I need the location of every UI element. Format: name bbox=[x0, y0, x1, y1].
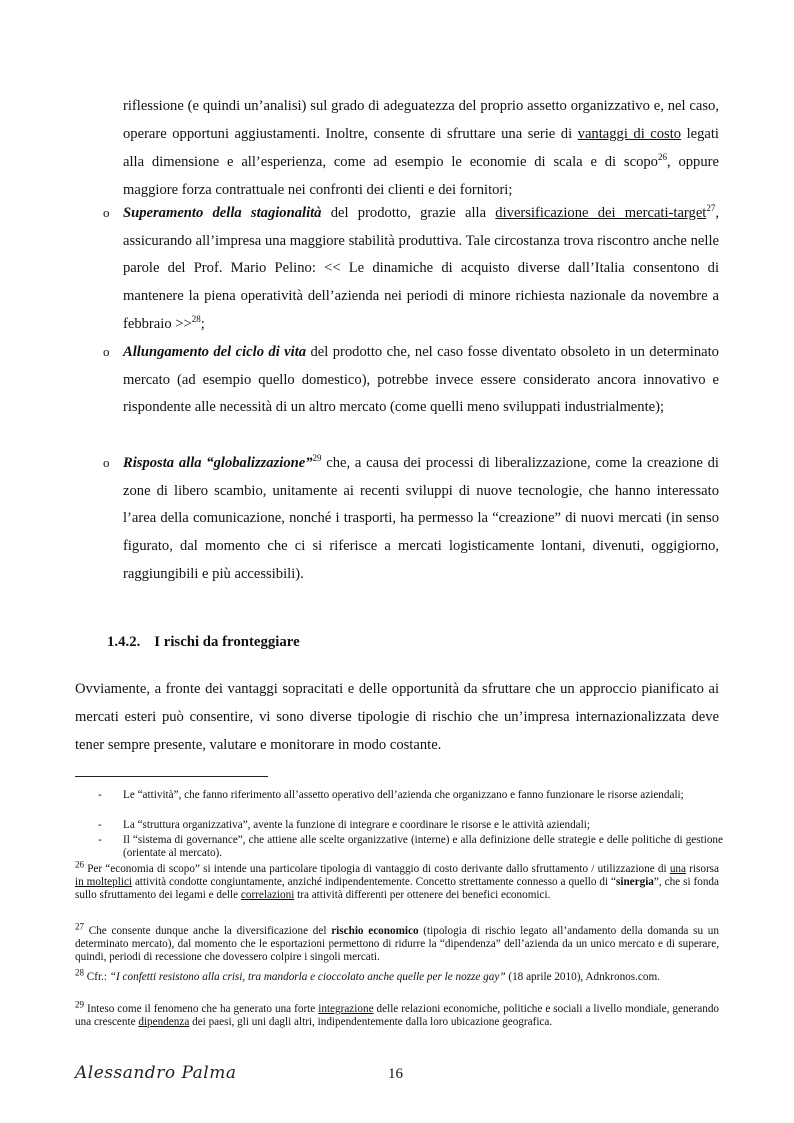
text-segment: riflessione (e quindi un’analisi) sul grado di adeguatezza del proprio assetto organizzativo e, nel caso, operare opportuni aggiustamenti. Inoltre, consente di sfruttare una serie di bbox=[123, 98, 719, 142]
vantaggi-di-costo-underlined: vantaggi di costo bbox=[577, 126, 682, 142]
list-item-text bbox=[123, 200, 719, 339]
footnote-sub-item bbox=[98, 789, 723, 802]
item-title: Risposta alla “globalizzazione” bbox=[123, 455, 313, 471]
continuation-paragraph bbox=[123, 92, 719, 204]
text-segment: Le “attività”, che fanno riferimento all’assetto operativo dell’azienda che organizzano e fanno funzionare le risorse aziendali; bbox=[123, 789, 684, 801]
text-segment: (18 aprile 2010), Adnkronos.com. bbox=[505, 971, 660, 983]
item-title: Superamento della stagionalità bbox=[123, 205, 322, 221]
text-segment: tra attività differenti per ottenere dei benefici economici. bbox=[294, 888, 551, 901]
author-signature: Alessandro Palma bbox=[75, 1063, 237, 1083]
text-segment: Il “sistema di governance”, che attiene alle scelte organizzative (interne) e alla definizione delle strategie e delle politiche di gestione (orientate al mercato). bbox=[123, 834, 723, 859]
footnote-sub-item bbox=[98, 834, 723, 860]
footnote-ref-26: 26 bbox=[657, 152, 667, 163]
dash-icon: - bbox=[98, 819, 102, 831]
text-segment: attività condotte congiuntamente, anziché indipendentemente. Concetto strettamente connesso a quello di “ bbox=[132, 875, 616, 888]
item-title: Allungamento del ciclo di vita bbox=[123, 344, 307, 360]
text-segment: risorsa bbox=[685, 863, 719, 875]
bullet-icon: o bbox=[103, 205, 110, 220]
footnote-26 bbox=[75, 859, 719, 901]
text-segment: Cfr.: bbox=[84, 971, 110, 983]
text-segment: del prodotto, grazie alla bbox=[321, 205, 496, 221]
footnote-ref-27: 27 bbox=[706, 203, 716, 214]
italic-text: “I confetti resistono alla crisi, tra mandorla e cioccolato anche quelle per le nozze gay” bbox=[109, 971, 506, 983]
page-number: 16 bbox=[388, 1066, 403, 1082]
text-segment: La “struttura organizzativa”, avente la funzione di integrare e coordinare le risorse e le attività aziendali; bbox=[123, 819, 590, 831]
section-number: 1.4.2. bbox=[107, 634, 141, 650]
text-segment: che, a causa dei processi di liberalizzazione, come la creazione di zone di libero scambio, unitamente ai recenti sviluppi di nuove tecnologie, che hanno interessato l’area della comunicazione, nonché i trasporti, ha permesso la “creazione” di nuovi mercati (in senso figurato, dal momento che ci si riferisce a mercati logisticamente lontani, divenuti, oggigiorno, raggiungibili e più accessibili). bbox=[123, 455, 719, 582]
text-segment: ”, che si fonda sullo sfruttamento dei legami e delle bbox=[75, 875, 719, 901]
text-segment: Per “economia di scopo” si intende una particolare tipologia di vantaggio di costo derivante dallo sfruttamento / utilizzazione di bbox=[84, 863, 670, 875]
underlined-text: integrazione bbox=[318, 1003, 374, 1015]
text-segment: , assicurando all’impresa una maggiore stabilità produttiva. Tale circostanza trova riscontro anche nelle parole del Prof. Mario Pelino: << Le dinamiche di acquisto diverse dall’Italia consentono di mantenere la piena operatività dell’azienda nei periodi di minore richiesta nazionale da novembre a febbraio >> bbox=[123, 205, 720, 332]
diversificazione-underlined: diversificazione dei mercati-target bbox=[495, 205, 707, 221]
bold-text: sinergia bbox=[615, 875, 654, 888]
underlined-text: in molteplici bbox=[75, 875, 133, 888]
text-segment: Che consente dunque anche la diversificazione del bbox=[84, 925, 332, 937]
section-heading bbox=[107, 634, 300, 651]
text-segment: (tipologia di rischio legato all’andamento della domanda su un determinato mercato), dal momento che le esportazioni permettono di ridurre la “dipendenza” dell’azienda da un unico mercato e di superare, quindi, periodi di recessione che dovessero colpire i singoli mercati. bbox=[75, 925, 719, 963]
bold-text: rischio economico bbox=[331, 925, 419, 937]
footnote-number: 29 bbox=[75, 999, 84, 1010]
underlined-text: dipendenza bbox=[138, 1015, 190, 1028]
body-paragraph: Ovviamente, a fronte dei vantaggi sopracitati e delle opportunità da sfruttare che un approccio pianificato ai mercati esteri può consentire, vi sono diverse tipologie di rischio che un’impresa internazionalizzata deve tener sempre presente, valutare e monitorare in modo costante. bbox=[75, 681, 719, 753]
footnote-27 bbox=[75, 921, 719, 963]
underlined-text: una bbox=[669, 863, 686, 875]
bullet-icon: o bbox=[103, 455, 110, 470]
list-item-text bbox=[123, 339, 719, 422]
underlined-text: correlazioni bbox=[240, 888, 295, 901]
text-segment: legati alla dimensione e all’esperienza, come ad esempio le economie di scala e di scopo bbox=[123, 126, 719, 170]
text-segment: Inteso come il fenomeno che ha generato una forte bbox=[84, 1003, 319, 1015]
text-segment: , oppure maggiore forza contrattuale nei confronti dei clienti e dei fornitori; bbox=[123, 154, 719, 198]
footnote-29 bbox=[75, 999, 720, 1029]
text-segment: dei paesi, gli uni dagli altri, indipendentemente dalla loro ubicazione geografica. bbox=[189, 1015, 553, 1028]
dash-icon: - bbox=[98, 789, 102, 801]
text-segment: ; bbox=[200, 315, 205, 332]
list-item-text bbox=[123, 450, 719, 589]
footnote-28 bbox=[75, 967, 719, 984]
section-title: I rischi da fronteggiare bbox=[154, 634, 300, 650]
footnote-ref-29: 29 bbox=[312, 453, 322, 464]
dash-icon: - bbox=[98, 834, 102, 846]
text-segment: del prodotto che, nel caso fosse diventato obsoleto in un determinato mercato (ad esempio quello domestico), potrebbe invece essere considerato ancora innovativo e rispondente alle necessità di un altro mercato (come quelli meno sviluppati industrialmente); bbox=[123, 344, 719, 416]
text-segment: delle relazioni economiche, politiche e sociali a livello mondiale, generando una crescente bbox=[75, 1003, 720, 1028]
footnote-number: 28 bbox=[75, 967, 84, 978]
footnote-ref-28: 28 bbox=[191, 313, 201, 324]
footnote-sub-item bbox=[98, 819, 723, 832]
bullet-icon: o bbox=[103, 344, 110, 359]
footnote-number: 27 bbox=[75, 921, 84, 932]
footnote-separator bbox=[75, 776, 268, 777]
footnote-number: 26 bbox=[75, 859, 84, 870]
